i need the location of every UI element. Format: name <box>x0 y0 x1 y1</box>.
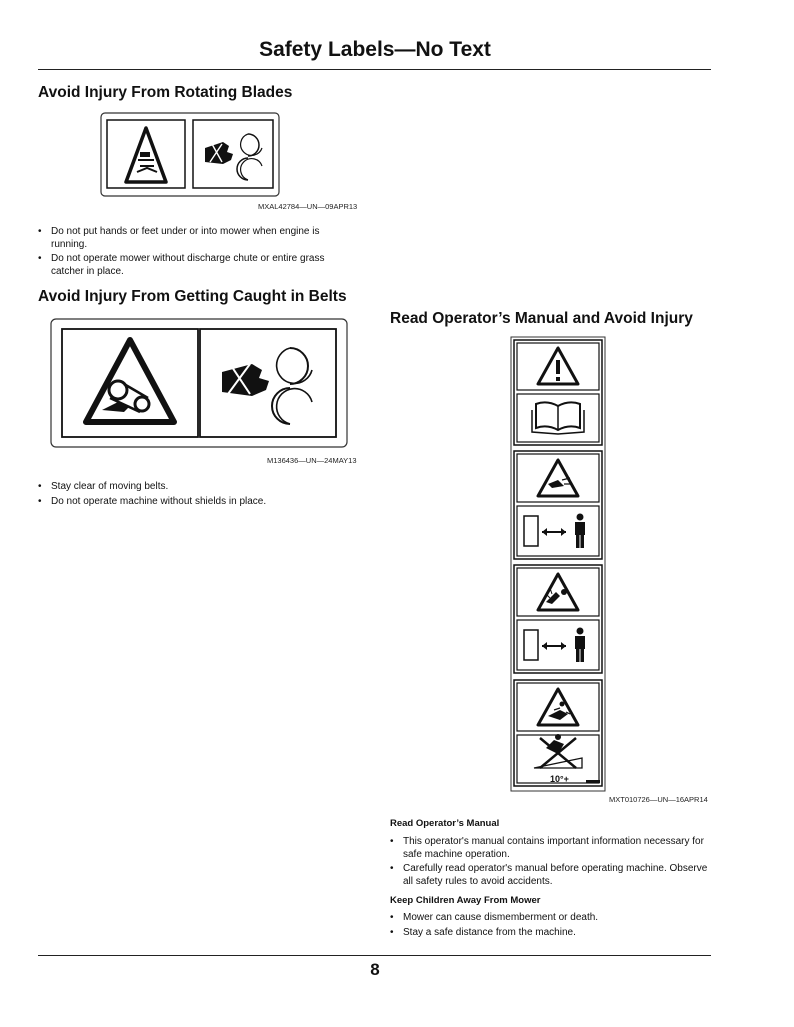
subheading-keep-children-away: Keep Children Away From Mower <box>390 895 541 906</box>
list-item: • This operator's manual contains important information necessary for safe machine operation. <box>390 836 715 861</box>
list-item: • Do not operate mower without discharge chute or entire grass catcher in place. <box>38 253 348 278</box>
section-heading-belts: Avoid Injury From Getting Caught in Belts <box>38 288 347 305</box>
caption-belts: M136436—UN—24MAY13 <box>267 456 357 465</box>
blades-safety-label <box>100 112 280 197</box>
page-number: 8 <box>370 960 380 979</box>
manual-safety-label <box>510 336 606 792</box>
list-item: • Do not put hands or feet under or into mower when engine is running. <box>38 226 348 251</box>
header-rule <box>38 69 711 70</box>
slope-label: 10°+ <box>550 774 569 784</box>
list-item: • Stay a safe distance from the machine. <box>390 927 715 940</box>
footer-rule <box>38 955 711 956</box>
caption-blades: MXAL42784—UN—09APR13 <box>258 202 358 211</box>
belts-safety-label <box>50 318 348 448</box>
list-item: • Mower can cause dismemberment or death. <box>390 912 715 925</box>
section-heading-blades: Avoid Injury From Rotating Blades <box>38 84 293 101</box>
subheading-read-manual: Read Operator’s Manual <box>390 818 500 829</box>
list-item: • Do not operate machine without shields in place. <box>38 496 348 509</box>
belts-bullet-list <box>38 481 348 510</box>
list-item: • Carefully read operator's manual before operating machine. Observe all safety rules to avoid accidents. <box>390 863 715 888</box>
page-title: Safety Labels—No Text <box>259 38 491 61</box>
section-heading-manual: Read Operator’s Manual and Avoid Injury <box>390 310 693 327</box>
list-item: • Stay clear of moving belts. <box>38 481 348 494</box>
manual-bullet-list <box>390 836 715 890</box>
caption-manual: MXT010726—UN—16APR14 <box>609 795 708 804</box>
blades-bullet-list <box>38 226 348 280</box>
children-bullet-list <box>390 912 715 941</box>
